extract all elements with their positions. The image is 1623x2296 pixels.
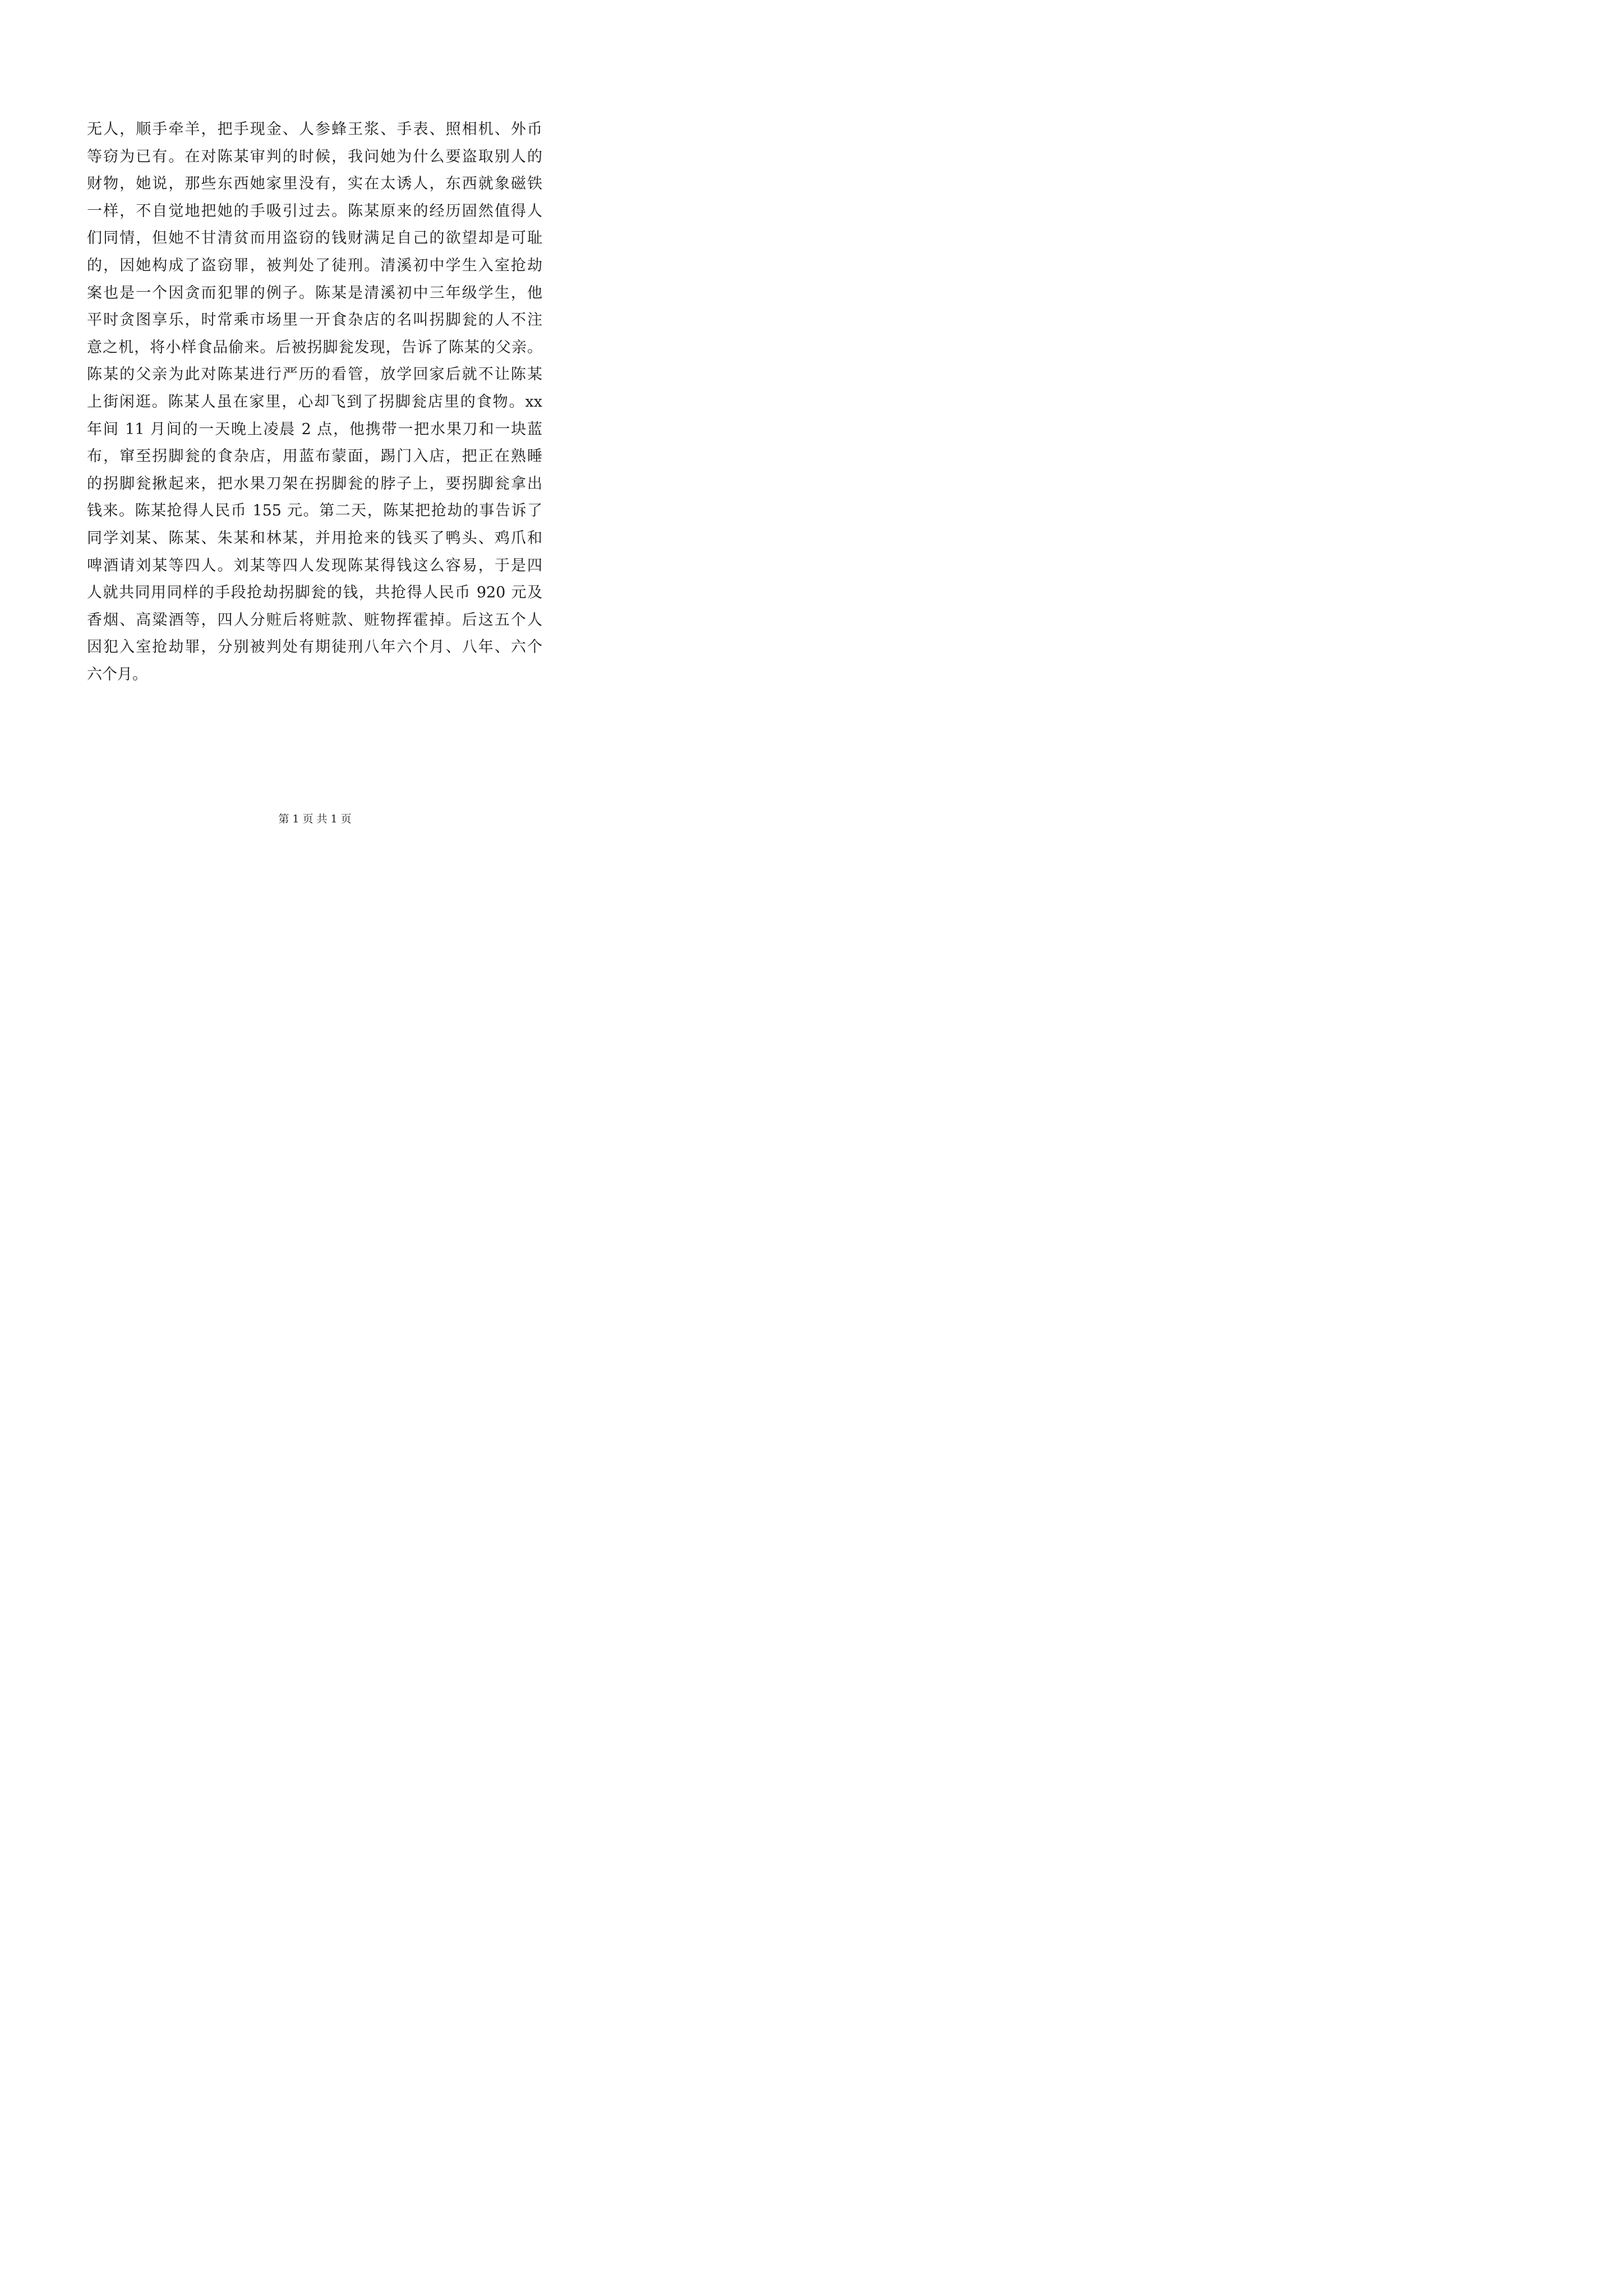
text-line: 人就共同用同样的手段抢劫拐脚瓮的钱，共抢得人民币 920 元及 [87,584,542,602]
text-line: 一样，不自觉地把她的手吸引过去。陈某原来的经历固然值得人 [87,202,542,220]
body-paragraph [87,116,542,688]
text-line: 因犯入室抢劫罪，分别被判处有期徒刑八年六个月、八年、六个 [87,638,542,656]
text-line: 意之机，将小样食品偷来。后被拐脚瓮发现，告诉了陈某的父亲。 [87,338,542,356]
text-line: 年间 11 月间的一天晚上凌晨 2 点，他携带一把水果刀和一块蓝 [87,420,542,438]
text-line: 同学刘某、陈某、朱某和林某，并用抢来的钱买了鸭头、鸡爪和 [87,529,542,547]
text-line: 布，窜至拐脚瓮的食杂店，用蓝布蒙面，踢门入店，把正在熟睡 [87,448,542,466]
text-line: 香烟、高粱酒等，四人分赃后将赃款、赃物挥霍掉。后这五个人 [87,611,542,629]
text-line: 啤酒请刘某等四人。刘某等四人发现陈某得钱这么容易，于是四 [87,556,542,574]
text-line: 等窃为已有。在对陈某审判的时候，我问她为什么要盗取别人的 [87,148,542,165]
text-line: 无人，顺手牵羊，把手现金、人参蜂王浆、手表、照相机、外币 [87,121,542,138]
page-number-footer: 第 1 页 共 1 页 [278,813,352,825]
text-line: 平时贪图享乐，时常乘市场里一开食杂店的名叫拐脚瓮的人不注 [87,311,542,329]
text-line: 的拐脚瓮揪起来，把水果刀架在拐脚瓮的脖子上，要拐脚瓮拿出 [87,475,542,493]
text-line: 案也是一个因贪而犯罪的例子。陈某是清溪初中三年级学生，他 [87,284,542,302]
text-line: 上街闲逛。陈某人虽在家里，心却飞到了拐脚瓮店里的食物。xx [87,393,542,411]
text-line: 们同情，但她不甘清贫而用盗窃的钱财满足自己的欲望却是可耻 [87,229,542,247]
text-line: 钱来。陈某抢得人民币 155 元。第二天，陈某把抢劫的事告诉了 [87,502,542,520]
text-line: 财物，她说，那些东西她家里没有，实在太诱人，东西就象磁铁 [87,175,542,193]
text-line: 陈某的父亲为此对陈某进行严历的看管，放学回家后就不让陈某 [87,366,542,384]
text-line: 六个月。 [87,665,147,683]
document-page [0,0,630,890]
text-line: 的，因她构成了盗窃罪，被判处了徒刑。清溪初中学生入室抢劫 [87,256,542,274]
